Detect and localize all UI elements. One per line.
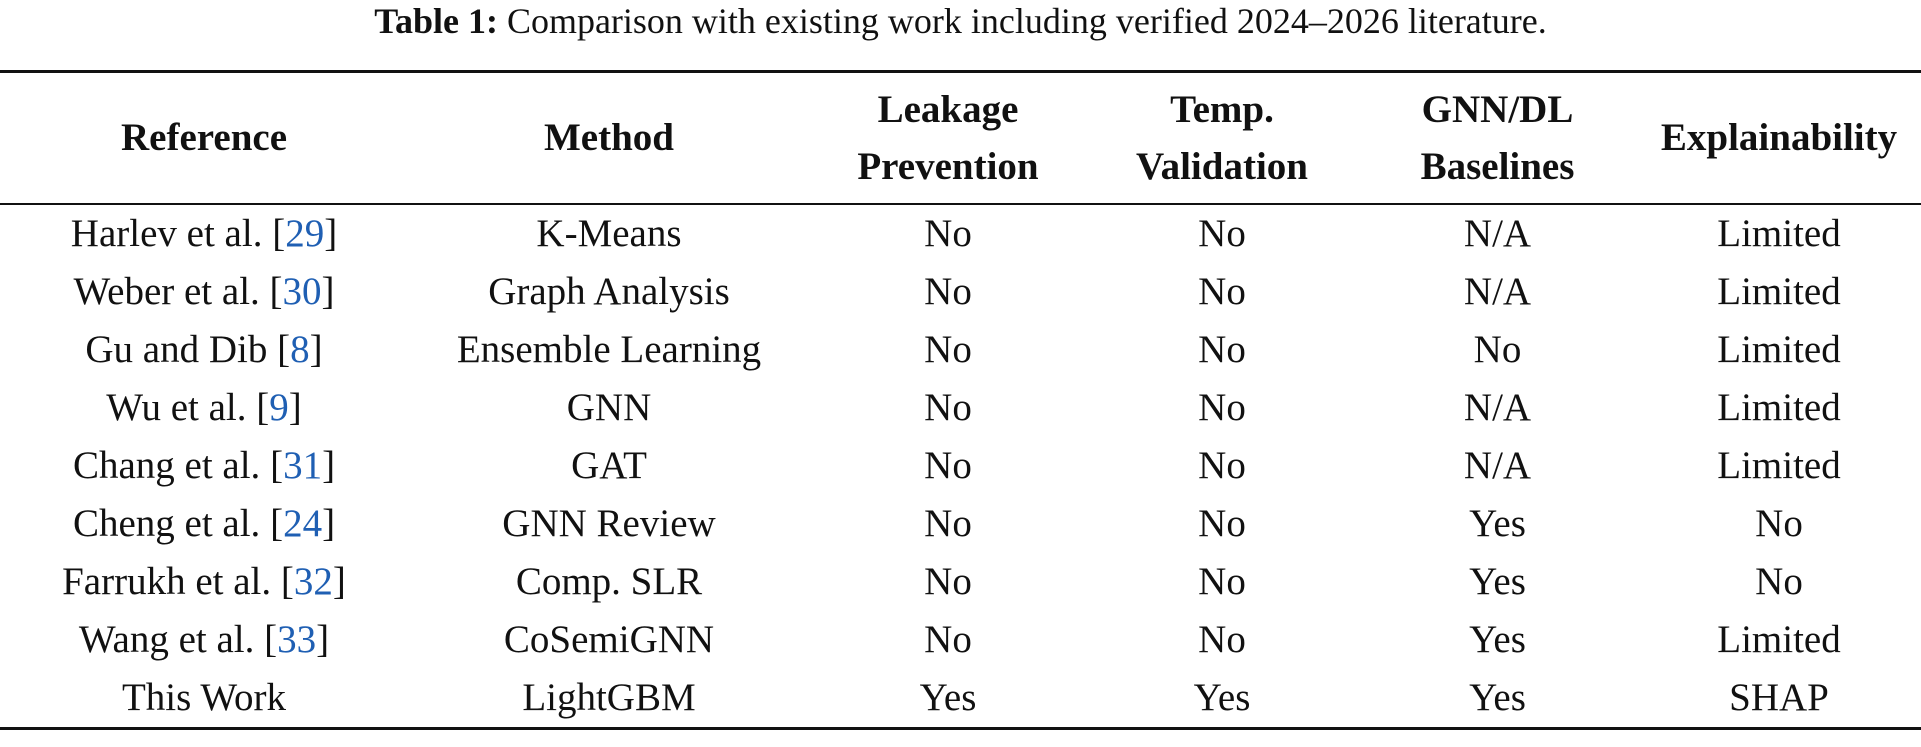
reference-name: Gu and Dib: [85, 327, 268, 371]
table-row: [0, 204, 1921, 263]
header-explainability-label: Explainability: [1660, 116, 1898, 160]
header-leakage-line1: Leakage: [877, 87, 1019, 131]
cell-gnn-baselines: N/A: [1463, 443, 1532, 487]
cell-temp-validation: No: [1198, 211, 1246, 255]
cell-reference: Gu and Dib [8]: [85, 327, 323, 371]
comparison-table: [0, 70, 1921, 730]
cell-temp-validation: No: [1198, 269, 1246, 313]
table-row: [0, 611, 1921, 669]
header-gnn-baselines: [1358, 72, 1637, 204]
reference-name: Harlev et al.: [70, 211, 263, 255]
table-row: [0, 321, 1921, 379]
header-reference-label: Reference: [121, 116, 287, 160]
cell-method: CoSemiGNN: [503, 617, 715, 661]
header-explainability: [1637, 72, 1921, 204]
header-temp-validation: [1086, 72, 1358, 204]
cell-explainability: No: [1755, 559, 1803, 603]
cell-leakage: No: [924, 327, 972, 371]
cell-method: Comp. SLR: [515, 559, 703, 603]
cell-explainability: Limited: [1717, 211, 1841, 255]
cell-explainability: Limited: [1717, 385, 1841, 429]
cell-leakage: No: [924, 211, 972, 255]
header-temp-line1: Temp.: [1170, 87, 1274, 131]
reference-name: Wang et al.: [78, 617, 255, 661]
cell-gnn-baselines: Yes: [1469, 617, 1526, 661]
citation-link[interactable]: 8: [290, 327, 310, 371]
cell-explainability: Limited: [1717, 443, 1841, 487]
header-reference: [0, 72, 408, 204]
table-row: [0, 379, 1921, 437]
header-leakage-line2: Prevention: [857, 144, 1039, 188]
citation-link[interactable]: 29: [285, 211, 325, 255]
cell-method: LightGBM: [408, 669, 810, 729]
cell-temp-validation: No: [1198, 385, 1246, 429]
table-row: [0, 669, 1921, 729]
cell-leakage: No: [924, 559, 972, 603]
cell-leakage: No: [924, 501, 972, 545]
cell-method: Graph Analysis: [488, 269, 730, 313]
reference-name: Farrukh et al.: [62, 559, 272, 603]
header-method-label: Method: [544, 116, 674, 160]
table-row: [0, 495, 1921, 553]
header-gnn-line1: GNN/DL: [1421, 87, 1574, 131]
header-gnn-line2: Baselines: [1420, 144, 1575, 188]
cell-explainability: No: [1755, 501, 1803, 545]
cell-explainability: Limited: [1717, 327, 1841, 371]
table-caption: [0, 0, 1921, 46]
citation-link[interactable]: 32: [293, 559, 333, 603]
cell-explainability: Limited: [1717, 269, 1841, 313]
citation-link[interactable]: 33: [277, 617, 317, 661]
cell-gnn-baselines: Yes: [1358, 669, 1637, 729]
cell-method: GNN Review: [502, 501, 716, 545]
cell-reference: Weber et al. [30]: [73, 269, 335, 313]
cell-reference: This Work: [0, 669, 408, 729]
cell-gnn-baselines: N/A: [1463, 211, 1532, 255]
cell-temp-validation: No: [1198, 327, 1246, 371]
table-row: [0, 437, 1921, 495]
cell-reference: Wu et al. [9]: [106, 385, 302, 429]
reference-name: Wu et al.: [106, 385, 247, 429]
cell-temp-validation: No: [1198, 617, 1246, 661]
cell-gnn-baselines: No: [1473, 327, 1522, 371]
caption-label: Table 1:: [374, 1, 498, 41]
cell-reference: Chang et al. [31]: [72, 443, 336, 487]
cell-leakage: No: [924, 443, 972, 487]
citation-link[interactable]: 30: [282, 269, 322, 313]
header-method: [408, 72, 810, 204]
header-temp-line2: Validation: [1136, 144, 1308, 188]
citation-link[interactable]: 9: [269, 385, 289, 429]
cell-temp-validation: No: [1198, 443, 1246, 487]
citation-link[interactable]: 24: [283, 501, 323, 545]
table-row: [0, 553, 1921, 611]
cell-gnn-baselines: Yes: [1469, 559, 1526, 603]
cell-gnn-baselines: Yes: [1469, 501, 1526, 545]
cell-reference: Harlev et al. [29]: [70, 211, 338, 255]
cell-gnn-baselines: N/A: [1463, 269, 1532, 313]
citation-link[interactable]: 31: [283, 443, 323, 487]
cell-leakage: Yes: [810, 669, 1086, 729]
cell-leakage: No: [924, 385, 972, 429]
cell-reference: Cheng et al. [24]: [72, 501, 336, 545]
reference-name: Weber et al.: [73, 269, 260, 313]
reference-name: Cheng et al.: [72, 501, 261, 545]
header-row: [0, 72, 1921, 204]
cell-temp-validation: No: [1198, 559, 1246, 603]
cell-reference: Wang et al. [33]: [78, 617, 330, 661]
cell-method: GAT: [571, 443, 647, 487]
cell-gnn-baselines: N/A: [1463, 385, 1532, 429]
reference-name: Chang et al.: [72, 443, 261, 487]
caption-text: Comparison with existing work including verified 2024–2026 literature.: [506, 1, 1547, 41]
cell-explainability: Limited: [1717, 617, 1841, 661]
cell-leakage: No: [924, 617, 972, 661]
cell-temp-validation: Yes: [1086, 669, 1358, 729]
cell-leakage: No: [924, 269, 972, 313]
cell-temp-validation: No: [1198, 501, 1246, 545]
cell-reference: Farrukh et al. [32]: [62, 559, 346, 603]
table-row: [0, 263, 1921, 321]
header-leakage-prevention: [810, 72, 1086, 204]
cell-method: K-Means: [536, 211, 682, 255]
cell-method: GNN: [566, 385, 652, 429]
cell-explainability: SHAP: [1637, 669, 1921, 729]
cell-method: Ensemble Learning: [456, 327, 762, 371]
